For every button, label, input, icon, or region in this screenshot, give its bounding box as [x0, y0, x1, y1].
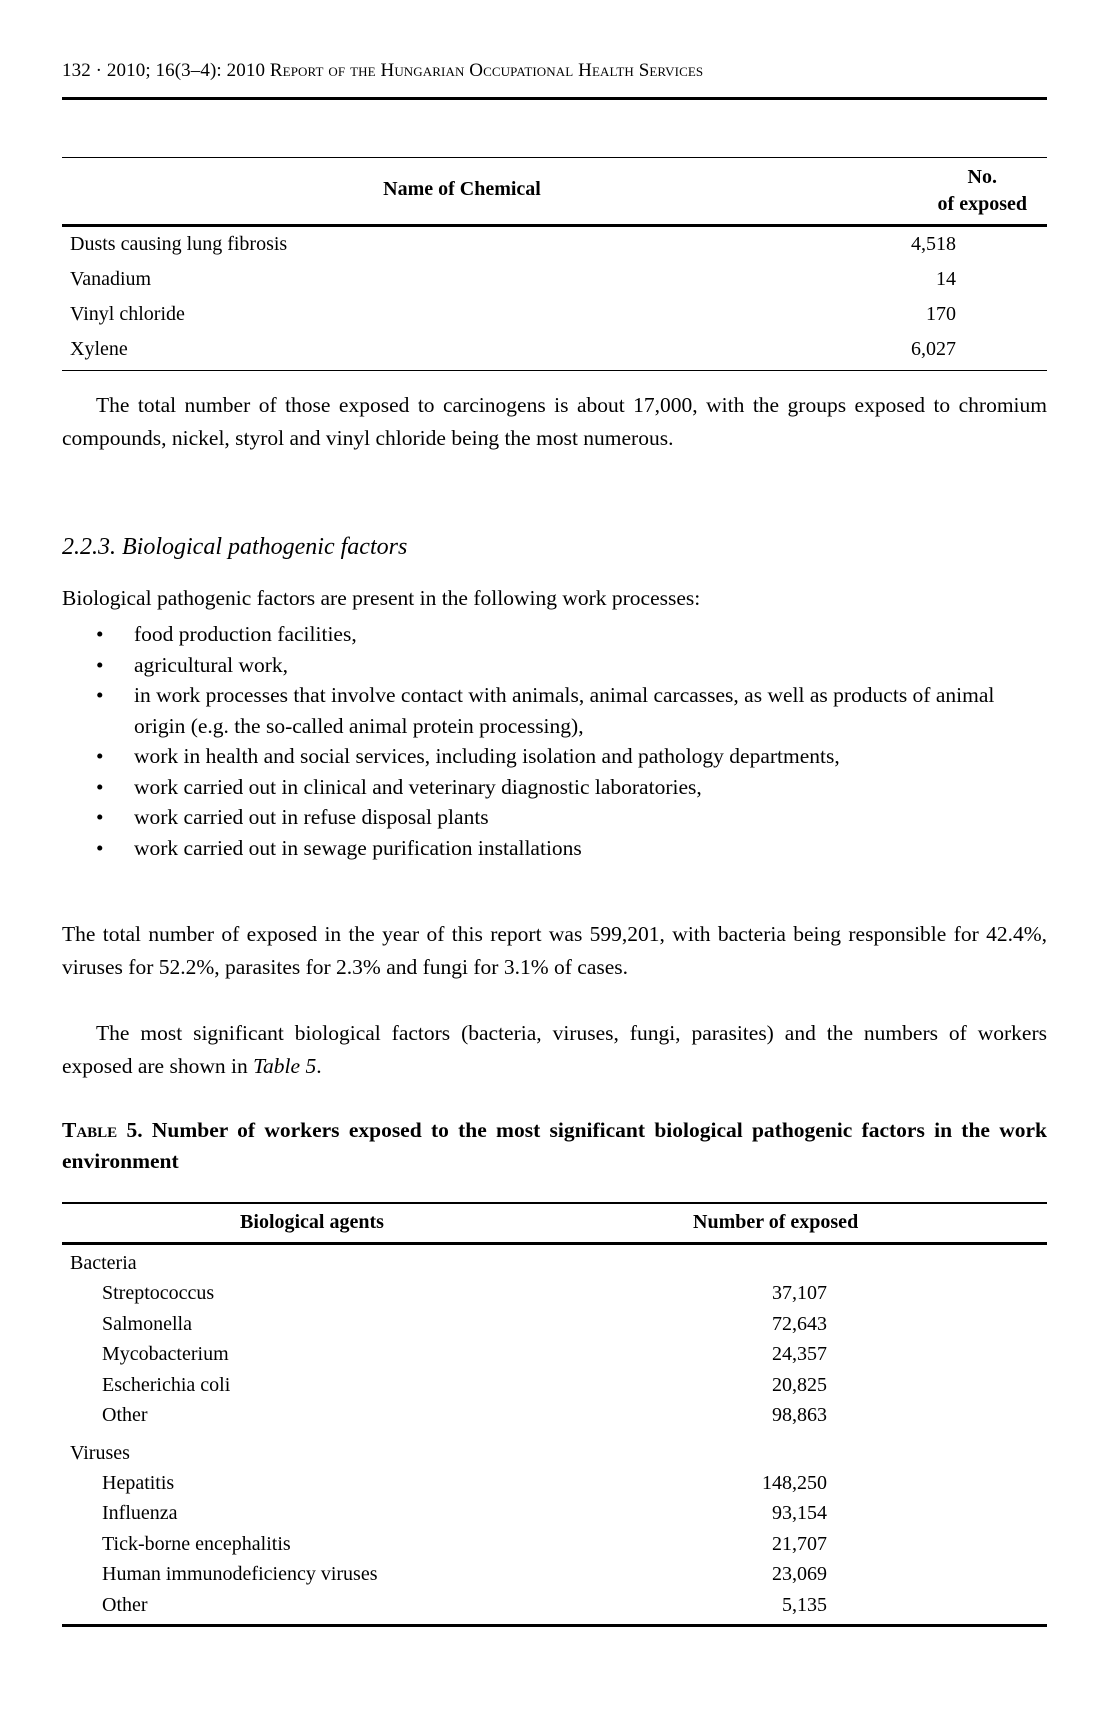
bullet-icon: • [96, 683, 104, 707]
chemical-name: Dusts causing lung fibrosis [70, 233, 288, 255]
exposed-count: 23,069 [772, 1563, 827, 1585]
table-row [62, 1498, 1047, 1529]
column-header-exposed: Number of exposed [693, 1211, 859, 1233]
running-head [62, 60, 703, 82]
list-item [62, 650, 1047, 681]
agent-name: Tick-borne encephalitis [102, 1532, 291, 1555]
list-item-text: in work processes that involve contact with animals, animal carcasses, as well as products of animal origin (e.g. the so-called animal protein processing), [134, 683, 995, 738]
paragraph-text: The most significant biological factors (bacteria, viruses, fungi, parasites) and the numbers of workers exposed are shown in [62, 1021, 1047, 1078]
agent-name: Human immunodeficiency viruses [102, 1563, 378, 1585]
exposed-count: 14 [936, 268, 956, 290]
chemicals-table [62, 157, 1047, 371]
agent-name: Other [102, 1593, 148, 1616]
agent-name: Salmonella [102, 1312, 192, 1335]
exposed-count: 20,825 [772, 1373, 827, 1396]
table5-caption-text: Number of workers exposed to the most significant biological pathogenic factors in the work environment [62, 1118, 1047, 1173]
table-row [62, 332, 1047, 367]
agent-name: Streptococcus [102, 1282, 215, 1304]
paragraph-table-reference [62, 1017, 1047, 1083]
header-rule [62, 97, 1047, 100]
list-item-text: work carried out in refuse disposal plants [134, 805, 489, 829]
table-row [62, 1590, 1047, 1621]
paragraph-text: The total number of those exposed to carcinogens is about 17,000, with the groups exposed to chromium compounds, nickel, styrol and vinyl chloride being the most numerous. [62, 393, 1047, 450]
table-header [62, 1204, 1047, 1242]
table-row [62, 1309, 1047, 1340]
column-header-line: No. [967, 166, 997, 188]
agent-name: Hepatitis [102, 1471, 175, 1494]
bullet-icon: • [96, 835, 104, 860]
exposed-count: 21,707 [772, 1532, 827, 1555]
group-row-bacteria: Bacteria [70, 1252, 137, 1274]
table5-caption [62, 1115, 1047, 1177]
exposed-count: 4,518 [911, 233, 956, 255]
table-bottom-rule [62, 370, 1047, 371]
agent-name: Influenza [102, 1502, 178, 1524]
bullet-icon: • [96, 622, 104, 646]
list-item [62, 772, 1047, 803]
exposed-count: 170 [926, 303, 956, 325]
table5-label: Table 5. [62, 1118, 143, 1142]
list-item-text: agricultural work, [134, 652, 289, 677]
table-row [62, 227, 1047, 262]
exposed-count: 148,250 [762, 1471, 827, 1494]
exposed-count: 5,135 [782, 1593, 827, 1616]
table-row [62, 1339, 1047, 1370]
running-head-title: Report of the Hungarian Occupational Health Services [269, 60, 704, 81]
table-bottom-rule [62, 1624, 1047, 1627]
table-row [62, 1370, 1047, 1401]
column-header-line: of exposed [937, 193, 1027, 215]
list-item-text: work in health and social services, including isolation and pathology departments, [134, 744, 840, 768]
paragraph-total-exposed: The total number of exposed in the year of this report was 599,201, with bacteria being responsible for 42.4%, viruses for 52.2%, parasites for 2.3% and fungi for 3.1% of cases. [62, 922, 1047, 979]
chemical-name: Xylene [70, 338, 128, 360]
table-row [62, 1468, 1047, 1499]
agent-name: Escherichia coli [102, 1373, 231, 1396]
exposed-count: 72,643 [772, 1312, 827, 1335]
exposed-count: 98,863 [772, 1404, 827, 1426]
bullet-icon: • [96, 744, 104, 768]
work-process-list [62, 619, 1047, 863]
list-item-text: work carried out in clinical and veterinary diagnostic laboratories, [134, 774, 702, 799]
table-row [62, 1278, 1047, 1309]
column-header-exposed [938, 164, 1027, 218]
table-row [62, 262, 1047, 297]
table-row [62, 1529, 1047, 1560]
chemical-name: Vinyl chloride [70, 303, 185, 325]
table-row [62, 1559, 1047, 1590]
paragraph-carcinogens [62, 389, 1047, 455]
exposed-count: 24,357 [772, 1343, 827, 1365]
table-header [62, 158, 1047, 224]
biological-agents-table [62, 1202, 1047, 1627]
chemical-name: Vanadium [70, 268, 152, 290]
list-item [62, 680, 1047, 741]
list-item [62, 833, 1047, 864]
exposed-count: 93,154 [772, 1502, 827, 1524]
agent-name: Other [102, 1404, 148, 1426]
list-item-text: food production facilities, [134, 622, 357, 646]
column-header-agents: Biological agents [240, 1211, 384, 1233]
section-intro: Biological pathogenic factors are present in the following work processes: [62, 586, 701, 610]
paragraph-end: . [316, 1054, 322, 1078]
exposed-count: 37,107 [772, 1282, 827, 1304]
group-row-viruses: Viruses [70, 1441, 130, 1464]
list-item [62, 802, 1047, 833]
table-row [62, 1400, 1047, 1431]
list-item-text: work carried out in sewage purification installations [134, 835, 582, 860]
column-header-chemical: Name of Chemical [383, 178, 541, 200]
agent-name: Mycobacterium [102, 1343, 229, 1365]
exposed-count: 6,027 [911, 338, 956, 360]
table-reference-link: Table 5 [253, 1054, 317, 1078]
running-head-prefix: 132 · 2010; 16(3–4): 2010 [62, 60, 270, 81]
section-heading: 2.2.3. Biological pathogenic factors [62, 534, 408, 560]
table-row [62, 297, 1047, 332]
bullet-icon: • [96, 774, 104, 799]
bullet-icon: • [96, 652, 104, 677]
bullet-icon: • [96, 805, 104, 829]
list-item [62, 619, 1047, 650]
list-item [62, 741, 1047, 772]
